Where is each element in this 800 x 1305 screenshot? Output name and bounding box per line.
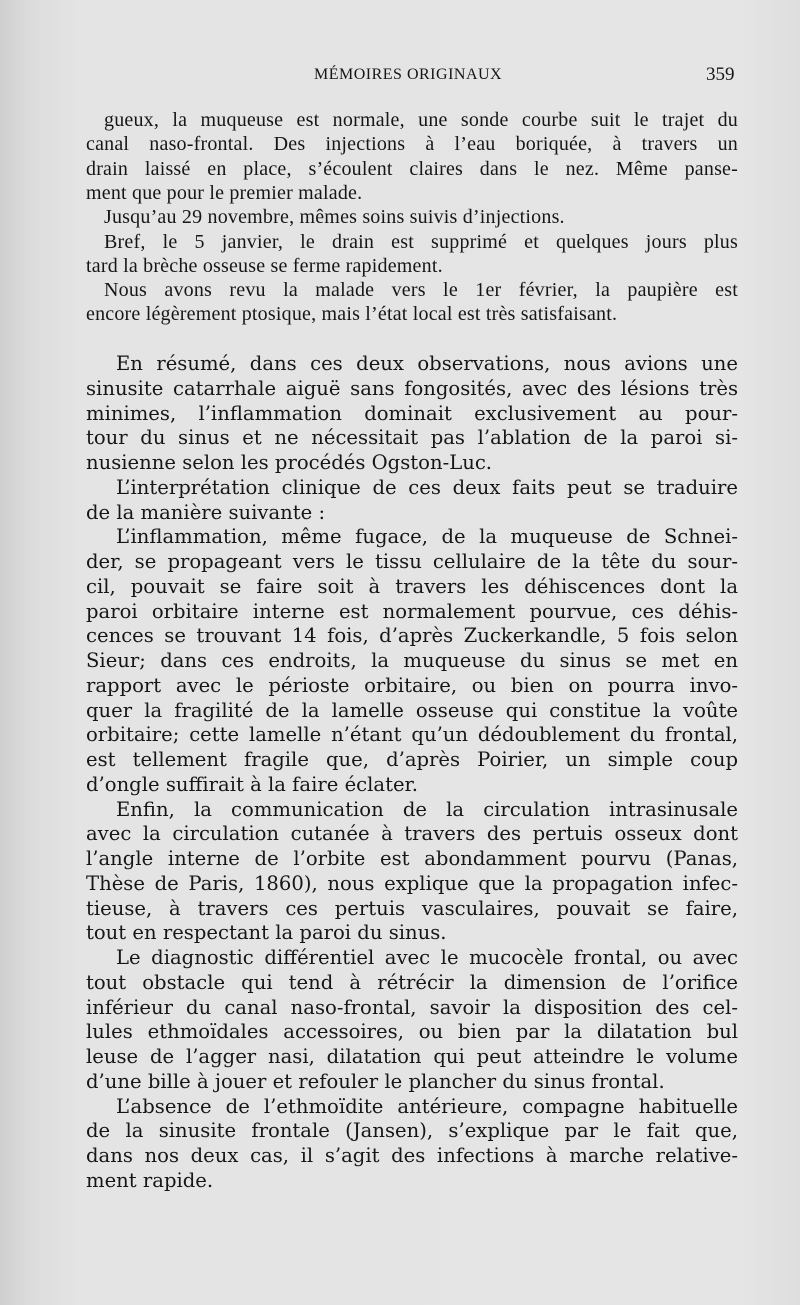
text-line: minimes, l’inflammation dominait exclusivement au pour- bbox=[86, 401, 738, 425]
text-line: L’interprétation clinique de ces deux faits peut se traduire bbox=[116, 475, 738, 499]
text-line: d’une bille à jouer et refouler le plancher du sinus frontal. bbox=[86, 1069, 665, 1093]
text-line: gueux, la muqueuse est normale, une sonde courbe suit le trajet du bbox=[104, 109, 738, 131]
text-line: encore légèrement ptosique, mais l’état local est très satisfaisant. bbox=[86, 303, 618, 326]
running-header bbox=[0, 66, 800, 88]
text-line: est tellement fragile que, d’après Poirier, un simple coup bbox=[86, 748, 738, 771]
text-line: d’ongle suffirait à la faire éclater. bbox=[86, 772, 419, 796]
text-line: Le diagnostic différentiel avec le mucocèle frontal, ou avec bbox=[116, 946, 738, 969]
text-line: de la manière suivante : bbox=[86, 500, 326, 524]
text-line: orbitaire; cette lamelle n’étant qu’un dédoublement du frontal, bbox=[86, 723, 738, 747]
text-line: rapport avec le périoste orbitaire, ou bien on pourra invo- bbox=[86, 673, 738, 697]
text-line: cences se trouvant 14 fois, d’après Zuckerkandle, 5 fois selon bbox=[86, 624, 738, 648]
text-line: sinusite catarrhale aiguë sans fongosités, avec des lésions très bbox=[86, 376, 738, 400]
text-line: avec la circulation cutanée à travers des pertuis osseux dont bbox=[86, 822, 738, 846]
text-line: Nous avons revu la malade vers le 1er février, la paupière est bbox=[104, 279, 738, 302]
text-line: Bref, le 5 janvier, le drain est supprimé et quelques jours plus bbox=[104, 230, 738, 253]
text-line: L’absence de l’ethmoïdite antérieure, compagne habituelle bbox=[116, 1094, 738, 1118]
text-line: paroi orbitaire interne est normalement pourvue, ces déhis- bbox=[86, 599, 738, 623]
text-line: leuse de l’agger nasi, dilatation qui peut atteindre le volume bbox=[86, 1045, 738, 1068]
text-line: quer la fragilité de la lamelle osseuse qui constitue la voûte bbox=[86, 698, 738, 722]
section-gap bbox=[86, 334, 736, 335]
text-line: tout obstacle qui tend à rétrécir la dimension de l’orifice bbox=[86, 970, 738, 994]
text-line: ment que pour le premier malade. bbox=[86, 181, 363, 204]
text-line: ment rapide. bbox=[86, 1168, 214, 1192]
text-line: L’inflammation, même fugace, de la muqueuse de Schnei- bbox=[116, 525, 738, 549]
text-line: tout en respectant la paroi du sinus. bbox=[86, 921, 447, 945]
text-line: der, se propageant vers le tissu cellulaire de la tête du sour- bbox=[86, 550, 738, 573]
text-line: lules ethmoïdales accessoires, ou bien par la dilatation bul bbox=[86, 1020, 738, 1044]
text-line: Enfin, la communication de la circulation intrasinusale bbox=[116, 797, 738, 821]
text-line: drain laissé en place, s’écoulent claires dans le nez. Même panse- bbox=[86, 157, 738, 180]
text-line: de la sinusite frontale (Jansen), s’explique par le fait que, bbox=[86, 1119, 738, 1143]
text-line: Jusqu’au 29 novembre, mêmes soins suivis d’injections. bbox=[104, 206, 565, 229]
text-line: Sieur; dans ces endroits, la muqueuse du sinus se met en bbox=[86, 649, 738, 672]
text-line: canal naso-frontal. Des injections à l’eau boriquée, à travers un bbox=[86, 133, 738, 156]
text-line: tour du sinus et ne nécessitait pas l’ablation de la paroi si- bbox=[86, 426, 738, 450]
text-line: tieuse, à travers ces pertuis vasculaires, pouvait se faire, bbox=[86, 896, 738, 920]
page-number: 359 bbox=[706, 64, 735, 85]
text-line: Thèse de Paris, 1860), nous explique que la propagation infec- bbox=[86, 871, 738, 895]
running-title: MÉMOIRES ORIGINAUX bbox=[314, 66, 503, 83]
text-line: cil, pouvait se faire soit à travers les déhiscences dont la bbox=[86, 574, 738, 598]
text-line: l’angle interne de l’orbite est abondamment pourvu (Panas, bbox=[86, 847, 738, 870]
text-line: tard la brèche osseuse se ferme rapidement. bbox=[86, 254, 443, 277]
text-line: dans nos deux cas, il s’agit des infections à marche relative- bbox=[86, 1144, 738, 1167]
text-line: nusienne selon les procédés Ogston-Luc. bbox=[86, 451, 493, 474]
text-line: inférieur du canal naso-frontal, savoir la disposition des cel- bbox=[86, 995, 738, 1019]
text-line: En résumé, dans ces deux observations, nous avions une bbox=[116, 352, 738, 375]
